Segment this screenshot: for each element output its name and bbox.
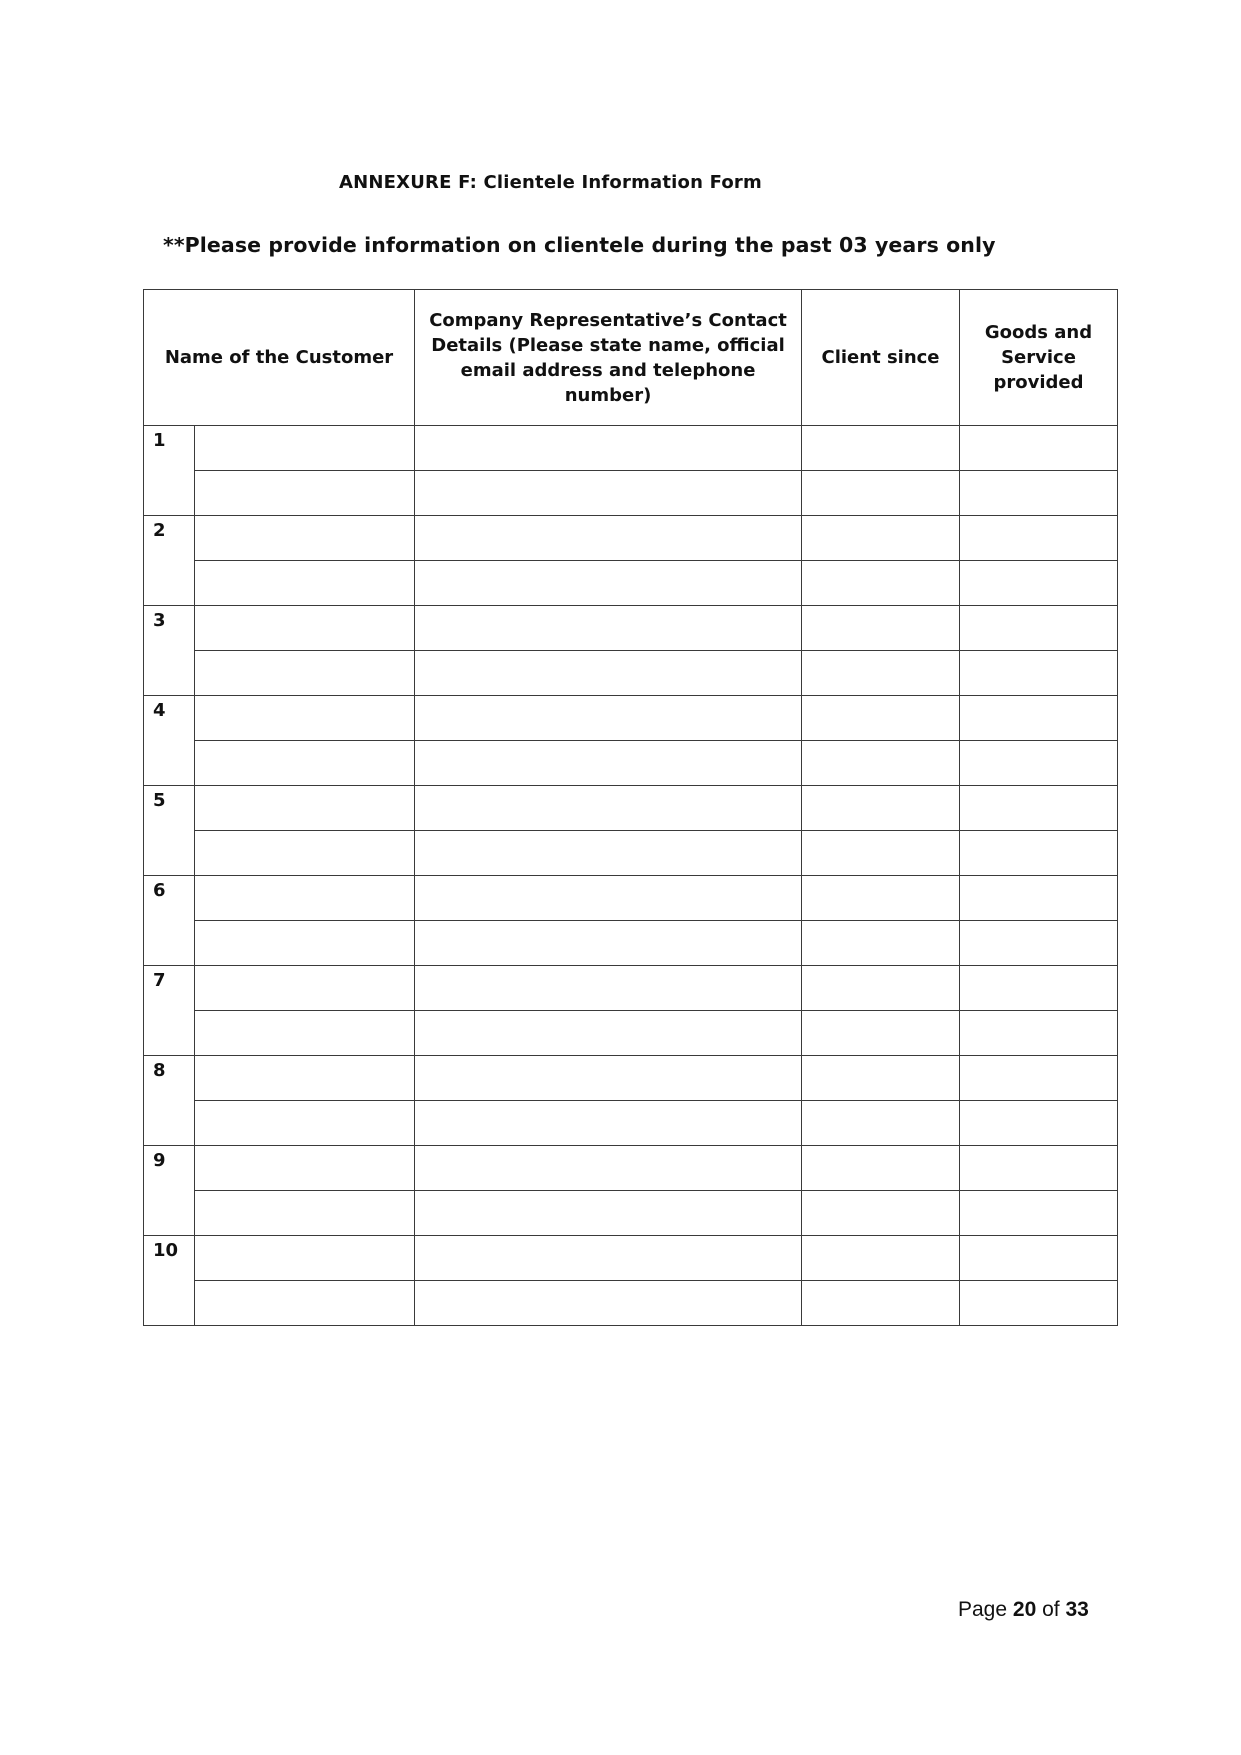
goods-services-cell[interactable] [960, 1236, 1118, 1281]
table-row [144, 876, 1118, 921]
row-number: 8 [144, 1056, 195, 1146]
contact-details-cell[interactable] [415, 696, 802, 741]
goods-services-cell[interactable] [960, 876, 1118, 921]
customer-name-cell[interactable] [195, 1146, 415, 1191]
contact-details-cell[interactable] [415, 1191, 802, 1236]
goods-services-cell[interactable] [960, 651, 1118, 696]
contact-details-cell[interactable] [415, 606, 802, 651]
client-since-cell[interactable] [802, 1191, 960, 1236]
goods-services-cell[interactable] [960, 561, 1118, 606]
customer-name-cell[interactable] [195, 876, 415, 921]
customer-name-cell[interactable] [195, 1281, 415, 1326]
table-row [144, 786, 1118, 831]
row-number: 2 [144, 516, 195, 606]
goods-services-cell[interactable] [960, 1101, 1118, 1146]
client-since-cell[interactable] [802, 426, 960, 471]
customer-name-cell[interactable] [195, 1011, 415, 1056]
row-number: 6 [144, 876, 195, 966]
contact-details-cell[interactable] [415, 1146, 802, 1191]
goods-services-cell[interactable] [960, 1191, 1118, 1236]
client-since-cell[interactable] [802, 741, 960, 786]
customer-name-cell[interactable] [195, 606, 415, 651]
row-number: 3 [144, 606, 195, 696]
goods-services-cell[interactable] [960, 606, 1118, 651]
goods-services-cell[interactable] [960, 786, 1118, 831]
goods-services-cell[interactable] [960, 921, 1118, 966]
contact-details-cell[interactable] [415, 1236, 802, 1281]
customer-name-cell[interactable] [195, 966, 415, 1011]
contact-details-cell[interactable] [415, 561, 802, 606]
client-since-cell[interactable] [802, 876, 960, 921]
of-label: of [1042, 1598, 1060, 1621]
header-contact-details: Company Representative’s Contact Details (Please state name, official email address and telephone number) [415, 290, 802, 426]
goods-services-cell[interactable] [960, 1056, 1118, 1101]
page-number [958, 1598, 1089, 1622]
row-number: 4 [144, 696, 195, 786]
client-since-cell[interactable] [802, 696, 960, 741]
current-page: 20 [1012, 1598, 1037, 1621]
customer-name-cell[interactable] [195, 831, 415, 876]
table-row [144, 606, 1118, 651]
contact-details-cell[interactable] [415, 1281, 802, 1326]
client-since-cell[interactable] [802, 1146, 960, 1191]
row-number: 7 [144, 966, 195, 1056]
table-row [144, 1191, 1118, 1236]
customer-name-cell[interactable] [195, 921, 415, 966]
goods-services-cell[interactable] [960, 516, 1118, 561]
table-row [144, 516, 1118, 561]
row-number: 1 [144, 426, 195, 516]
contact-details-cell[interactable] [415, 921, 802, 966]
contact-details-cell[interactable] [415, 831, 802, 876]
client-since-cell[interactable] [802, 786, 960, 831]
total-pages: 33 [1065, 1598, 1089, 1621]
customer-name-cell[interactable] [195, 1101, 415, 1146]
table-row [144, 1056, 1118, 1101]
client-since-cell[interactable] [802, 966, 960, 1011]
client-since-cell[interactable] [802, 1236, 960, 1281]
contact-details-cell[interactable] [415, 651, 802, 696]
customer-name-cell[interactable] [195, 426, 415, 471]
contact-details-cell[interactable] [415, 876, 802, 921]
client-since-cell[interactable] [802, 1101, 960, 1146]
client-since-cell[interactable] [802, 651, 960, 696]
customer-name-cell[interactable] [195, 741, 415, 786]
contact-details-cell[interactable] [415, 741, 802, 786]
clientele-table [143, 289, 1118, 1326]
table-row [144, 471, 1118, 516]
client-since-cell[interactable] [802, 1011, 960, 1056]
client-since-cell[interactable] [802, 831, 960, 876]
goods-services-cell[interactable] [960, 1281, 1118, 1326]
header-customer-name: Name of the Customer [144, 290, 415, 426]
page-label: Page [958, 1598, 1008, 1621]
contact-details-cell[interactable] [415, 516, 802, 561]
row-number: 9 [144, 1146, 195, 1236]
customer-name-cell[interactable] [195, 696, 415, 741]
goods-services-cell[interactable] [960, 966, 1118, 1011]
client-since-cell[interactable] [802, 1056, 960, 1101]
row-number: 10 [144, 1236, 195, 1326]
table-row [144, 921, 1118, 966]
customer-name-cell[interactable] [195, 1191, 415, 1236]
header-client-since: Client since [802, 290, 960, 426]
goods-services-cell[interactable] [960, 1146, 1118, 1191]
contact-details-cell[interactable] [415, 1101, 802, 1146]
customer-name-cell[interactable] [195, 1236, 415, 1281]
contact-details-cell[interactable] [415, 786, 802, 831]
client-since-cell[interactable] [802, 516, 960, 561]
table-row [144, 651, 1118, 696]
table-row [144, 741, 1118, 786]
goods-services-cell[interactable] [960, 831, 1118, 876]
table-row [144, 426, 1118, 471]
goods-services-cell[interactable] [960, 471, 1118, 516]
header-row [144, 290, 1118, 426]
goods-services-cell[interactable] [960, 1011, 1118, 1056]
table-row [144, 1236, 1118, 1281]
customer-name-cell[interactable] [195, 471, 415, 516]
customer-name-cell[interactable] [195, 516, 415, 561]
client-since-cell[interactable] [802, 606, 960, 651]
client-since-cell[interactable] [802, 1281, 960, 1326]
header-goods-services: Goods and Service provided [960, 290, 1118, 426]
goods-services-cell[interactable] [960, 696, 1118, 741]
goods-services-cell[interactable] [960, 426, 1118, 471]
contact-details-cell[interactable] [415, 1011, 802, 1056]
client-since-cell[interactable] [802, 471, 960, 516]
table-row [144, 561, 1118, 606]
customer-name-cell[interactable] [195, 1056, 415, 1101]
table-row [144, 1281, 1118, 1326]
table-row [144, 1011, 1118, 1056]
customer-name-cell[interactable] [195, 786, 415, 831]
client-since-cell[interactable] [802, 561, 960, 606]
table-row [144, 1146, 1118, 1191]
goods-services-cell[interactable] [960, 741, 1118, 786]
table-row [144, 696, 1118, 741]
row-number: 5 [144, 786, 195, 876]
form-title: ANNEXURE F: Clientele Information Form [339, 172, 762, 193]
table-row [144, 1101, 1118, 1146]
contact-details-cell[interactable] [415, 471, 802, 516]
table-row [144, 966, 1118, 1011]
contact-details-cell[interactable] [415, 1056, 802, 1101]
contact-details-cell[interactable] [415, 966, 802, 1011]
instruction-note: **Please provide information on clientele during the past 03 years only [163, 233, 996, 257]
contact-details-cell[interactable] [415, 426, 802, 471]
customer-name-cell[interactable] [195, 561, 415, 606]
client-since-cell[interactable] [802, 921, 960, 966]
customer-name-cell[interactable] [195, 651, 415, 696]
table-row [144, 831, 1118, 876]
